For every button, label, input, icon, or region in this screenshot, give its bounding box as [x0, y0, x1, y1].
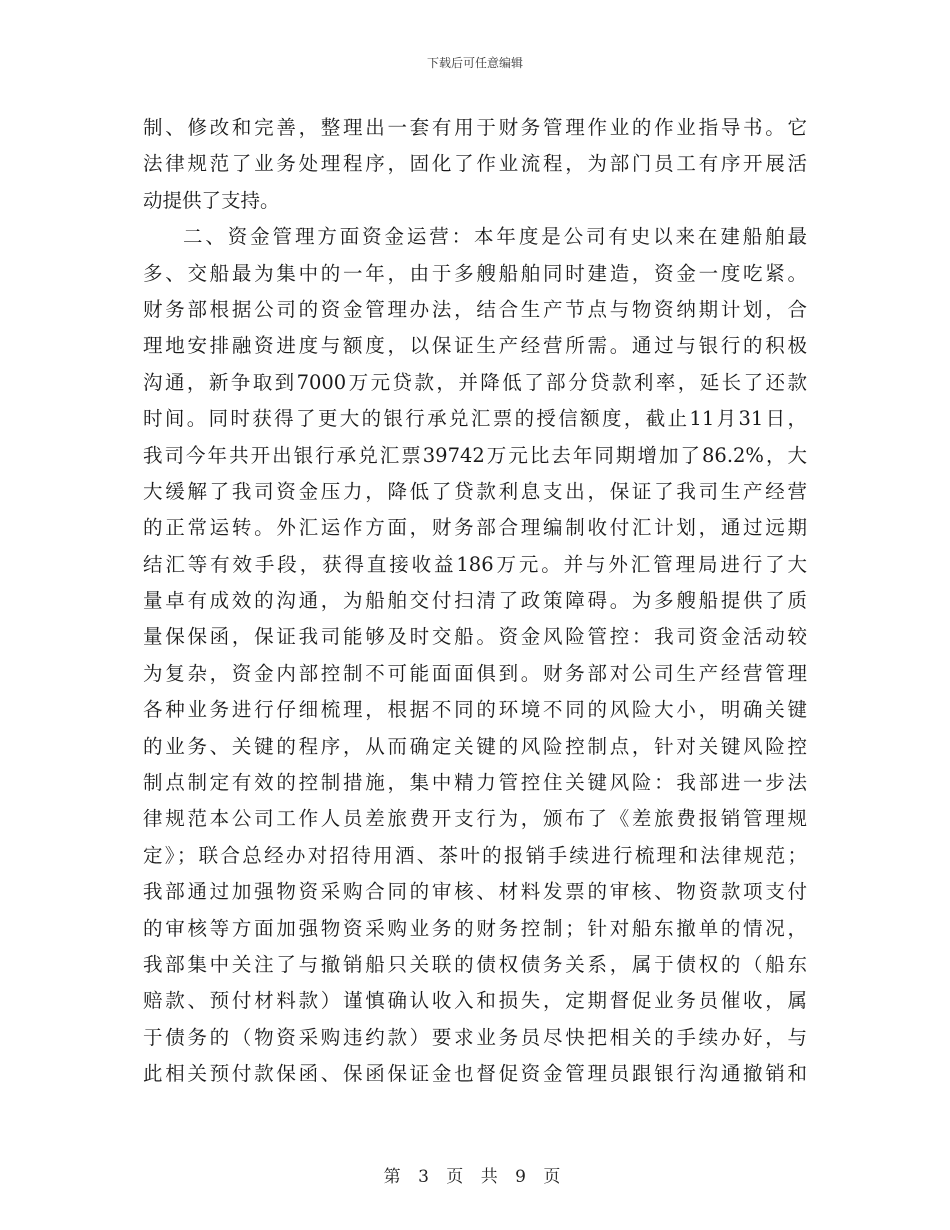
body-line: 时间。同时获得了更大的银行承兑汇票的授信额度，截止11月31日，: [143, 407, 807, 431]
body-line: 多、交船最为集中的一年，由于多艘船舶同时建造，资金一度吃紧。: [143, 261, 807, 285]
body-line: 沟通，新争取到7000万元贷款，并降低了部分贷款利率，延长了还款: [143, 370, 807, 394]
body-line: 法律规范了业务处理程序，固化了作业流程，为部门员工有序开展活: [143, 152, 807, 176]
body-line: 的业务、关键的程序，从而确定关键的风险控制点，针对关键风险控: [143, 734, 807, 758]
document-body: [143, 110, 807, 1093]
body-line: 制、修改和完善，整理出一套有用于财务管理作业的作业指导书。它: [143, 116, 807, 139]
body-line: 我司今年共开出银行承兑汇票39742万元比去年同期增加了86.2%，大: [143, 443, 807, 467]
body-line: 我部集中关注了与撤销船只关联的债权债务关系，属于债权的（船东: [143, 952, 807, 976]
body-line: 为复杂，资金内部控制不可能面面俱到。财务部对公司生产经营管理: [143, 661, 807, 685]
body-line: 的审核等方面加强物资采购业务的财务控制；针对船东撤单的情况，: [143, 916, 807, 940]
page-number-footer: 第 3 页 共 9 页: [383, 1167, 567, 1187]
body-line: 定》；联合总经办对招待用酒、茶叶的报销手续进行梳理和法律规范；: [143, 843, 807, 867]
body-line: 结汇等有效手段，获得直接收益186万元。并与外汇管理局进行了大: [143, 552, 807, 576]
body-line: 二、资金管理方面资金运营：本年度是公司有史以来在建船舶最: [183, 225, 807, 249]
body-line: 量卓有成效的沟通，为船舶交付扫清了政策障碍。为多艘船提供了质: [143, 589, 807, 613]
body-line: 量保保函，保证我司能够及时交船。资金风险管控：我司资金活动较: [143, 625, 807, 649]
body-line: 此相关预付款保函、保函保证金也督促资金管理员跟银行沟通撤销和: [143, 1062, 807, 1086]
page-header-note: 下载后可任意编辑: [426, 56, 523, 70]
body-line: 动提供了支持。: [143, 188, 280, 212]
body-line: 赔款、预付材料款）谨慎确认收入和损失，定期督促业务员催收，属: [143, 989, 807, 1013]
body-line: 理地安排融资进度与额度，以保证生产经营所需。通过与银行的积极: [143, 334, 807, 358]
body-line: 制点制定有效的控制措施，集中精力管控住关键风险：我部进一步法: [143, 771, 807, 795]
body-line: 律规范本公司工作人员差旅费开支行为，颁布了《差旅费报销管理规: [143, 807, 807, 831]
body-line: 于债务的（物资采购违约款）要求业务员尽快把相关的手续办好，与: [143, 1025, 807, 1049]
body-line: 大缓解了我司资金压力，降低了贷款利息支出，保证了我司生产经营: [143, 479, 807, 503]
body-line: 我部通过加强物资采购合同的审核、材料发票的审核、物资款项支付: [143, 880, 807, 904]
body-line: 财务部根据公司的资金管理办法，结合生产节点与物资纳期计划，合: [143, 297, 807, 321]
body-line: 各种业务进行仔细梳理，根据不同的环境不同的风险大小，明确关键: [143, 698, 807, 722]
body-line: 的正常运转。外汇运作方面，财务部合理编制收付汇计划，通过远期: [143, 516, 807, 540]
